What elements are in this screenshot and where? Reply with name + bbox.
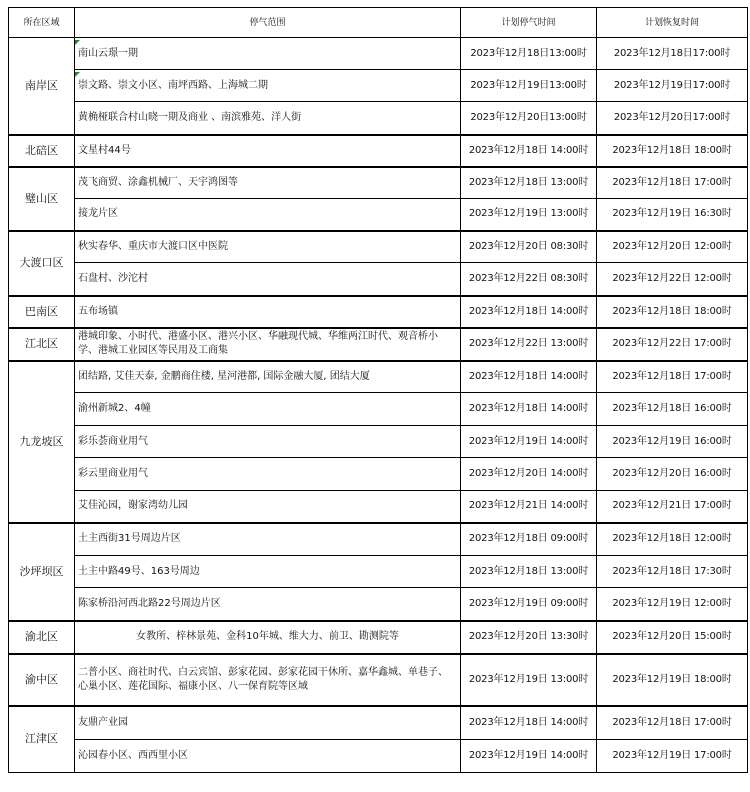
gas-outage-table (8, 7, 748, 773)
resume-time-cell: 2023年12月19日 16:30时 (597, 199, 748, 231)
header-scope: 停气范围 (75, 8, 461, 38)
header-region: 所在区域 (9, 8, 75, 38)
stop-time-cell: 2023年12月20日 13:30时 (461, 621, 597, 654)
stop-time-cell: 2023年12月21日 14:00时 (461, 491, 597, 523)
resume-time-cell: 2023年12月19日 18:00时 (597, 654, 748, 706)
table-row (9, 491, 748, 523)
table-row (9, 654, 748, 706)
table-row (9, 70, 748, 102)
resume-time-cell: 2023年12月19日 17:00时 (597, 740, 748, 773)
resume-time-cell: 2023年12月18日 12:00时 (597, 523, 748, 556)
scope-cell: 黄桷桠联合村山晓一期及商业 、南滨雅苑、洋人街 (75, 102, 461, 135)
header-stop-time: 计划停气时间 (461, 8, 597, 38)
table-body (9, 38, 748, 773)
table-row (9, 393, 748, 426)
stop-time-cell: 2023年12月19日 09:00时 (461, 588, 597, 621)
table-row (9, 328, 748, 361)
resume-time-cell: 2023年12月18日 18:00时 (597, 296, 748, 328)
resume-time-cell: 2023年12月18日 17:00时 (597, 706, 748, 740)
scope-cell: 渝州新城2、4幢 (75, 393, 461, 426)
table-row (9, 38, 748, 70)
stop-time-cell: 2023年12月18日 14:00时 (461, 393, 597, 426)
stop-time-cell: 2023年12月22日 13:00时 (461, 328, 597, 361)
resume-time-cell: 2023年12月20日 12:00时 (597, 231, 748, 263)
region-cell: 渝北区 (9, 621, 75, 654)
region-cell: 大渡口区 (9, 231, 75, 296)
resume-time-cell: 2023年12月19日 16:00时 (597, 426, 748, 458)
region-cell: 江津区 (9, 706, 75, 773)
region-cell: 沙坪坝区 (9, 523, 75, 621)
header-resume-time: 计划恢复时间 (597, 8, 748, 38)
stop-time-cell: 2023年12月20日 14:00时 (461, 458, 597, 491)
resume-time-cell: 2023年12月18日 18:00时 (597, 135, 748, 167)
scope-cell: 文星村44号 (75, 135, 461, 167)
region-cell: 巴南区 (9, 296, 75, 328)
scope-cell: 秋实春华、重庆市大渡口区中医院 (75, 231, 461, 263)
comment-marker (75, 40, 80, 45)
region-cell: 九龙坡区 (9, 361, 75, 523)
table-row (9, 135, 748, 167)
resume-time-cell: 2023年12月18日 17:30时 (597, 556, 748, 588)
scope-cell: 彩云里商业用气 (75, 458, 461, 491)
resume-time-cell: 2023年12月18日 16:00时 (597, 393, 748, 426)
stop-time-cell: 2023年12月18日 14:00时 (461, 361, 597, 393)
scope-cell: 艾佳沁园，谢家湾幼儿园 (75, 491, 461, 523)
stop-time-cell: 2023年12月18日13:00时 (461, 38, 597, 70)
scope-cell: 崇文路、崇文小区、南坪西路、上海城二期 (75, 70, 461, 102)
stop-time-cell: 2023年12月19日13:00时 (461, 70, 597, 102)
region-cell: 璧山区 (9, 167, 75, 231)
stop-time-cell: 2023年12月19日 13:00时 (461, 654, 597, 706)
stop-time-cell: 2023年12月22日 08:30时 (461, 263, 597, 296)
table-row (9, 621, 748, 654)
table-row (9, 231, 748, 263)
stop-time-cell: 2023年12月20日 08:30时 (461, 231, 597, 263)
resume-time-cell: 2023年12月20日17:00时 (597, 102, 748, 135)
scope-cell: 二普小区、商社时代、白云宾馆、彭家花园、彭家花园干休所、嘉华鑫城、单巷子、心巢小区、莲花国际、福康小区、八一保育院等区域 (75, 654, 461, 706)
scope-cell: 女教所、梓林景苑、金科10年城、维大力、前卫、勘测院等 (75, 621, 461, 654)
resume-time-cell: 2023年12月19日 12:00时 (597, 588, 748, 621)
stop-time-cell: 2023年12月19日 14:00时 (461, 426, 597, 458)
table-row (9, 706, 748, 740)
table-row (9, 458, 748, 491)
resume-time-cell: 2023年12月22日 12:00时 (597, 263, 748, 296)
stop-time-cell: 2023年12月18日 09:00时 (461, 523, 597, 556)
stop-time-cell: 2023年12月18日 14:00时 (461, 135, 597, 167)
region-cell: 南岸区 (9, 38, 75, 135)
scope-cell: 陈家桥沿河西北路22号周边片区 (75, 588, 461, 621)
region-cell: 江北区 (9, 328, 75, 361)
scope-cell: 沁园春小区、西西里小区 (75, 740, 461, 773)
table-row (9, 361, 748, 393)
table-row (9, 167, 748, 199)
table-row (9, 588, 748, 621)
header-row (9, 8, 748, 38)
resume-time-cell: 2023年12月22日 17:00时 (597, 328, 748, 361)
region-cell: 渝中区 (9, 654, 75, 706)
stop-time-cell: 2023年12月18日 14:00时 (461, 706, 597, 740)
scope-cell: 土主西街31号周边片区 (75, 523, 461, 556)
table-row (9, 426, 748, 458)
resume-time-cell: 2023年12月20日 15:00时 (597, 621, 748, 654)
region-cell: 北碚区 (9, 135, 75, 167)
stop-time-cell: 2023年12月20日13:00时 (461, 102, 597, 135)
resume-time-cell: 2023年12月18日 17:00时 (597, 361, 748, 393)
scope-cell: 石盘村、沙沱村 (75, 263, 461, 296)
scope-cell: 港城印象、小时代、港盛小区、港兴小区、华融现代城、华维两江时代、观音桥小学、港城工业园区等民用及工商集 (75, 328, 461, 361)
stop-time-cell: 2023年12月19日 14:00时 (461, 740, 597, 773)
scope-cell: 五布场镇 (75, 296, 461, 328)
stop-time-cell: 2023年12月18日 14:00时 (461, 296, 597, 328)
resume-time-cell: 2023年12月19日17:00时 (597, 70, 748, 102)
scope-cell: 彩乐荟商业用气 (75, 426, 461, 458)
table-row (9, 199, 748, 231)
scope-cell: 茂飞商贸、涂鑫机械厂、天宇鸿图等 (75, 167, 461, 199)
table-row (9, 102, 748, 135)
stop-time-cell: 2023年12月18日 13:00时 (461, 556, 597, 588)
scope-cell: 团结路, 艾佳天泰, 金鹏商住楼, 星河港都, 国际金融大厦, 团结大厦 (75, 361, 461, 393)
scope-cell: 南山云璟一期 (75, 38, 461, 70)
table-row (9, 523, 748, 556)
table-row (9, 263, 748, 296)
scope-cell: 友鼎产业园 (75, 706, 461, 740)
comment-marker (75, 72, 80, 77)
table-row (9, 740, 748, 773)
scope-cell: 土主中路49号、163号周边 (75, 556, 461, 588)
table-row (9, 556, 748, 588)
resume-time-cell: 2023年12月18日17:00时 (597, 38, 748, 70)
resume-time-cell: 2023年12月20日 16:00时 (597, 458, 748, 491)
table-row (9, 296, 748, 328)
resume-time-cell: 2023年12月18日 17:00时 (597, 167, 748, 199)
stop-time-cell: 2023年12月18日 13:00时 (461, 167, 597, 199)
stop-time-cell: 2023年12月19日 13:00时 (461, 199, 597, 231)
scope-cell: 接龙片区 (75, 199, 461, 231)
resume-time-cell: 2023年12月21日 17:00时 (597, 491, 748, 523)
